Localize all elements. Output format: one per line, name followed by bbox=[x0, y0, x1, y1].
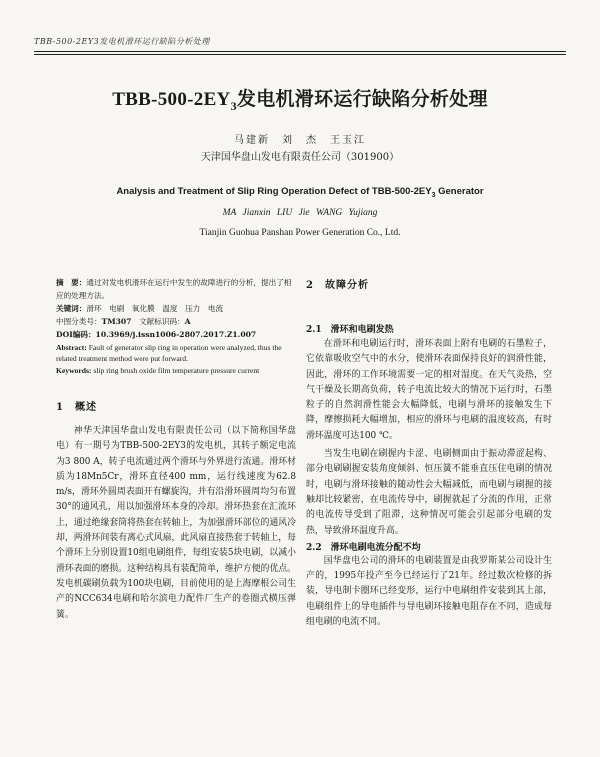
doi-value: 10.3969/j.issn1006-2807.2017.Z1.007 bbox=[95, 330, 257, 339]
abstract-en-label: Abstract: bbox=[56, 343, 87, 352]
title-chinese bbox=[0, 84, 600, 114]
keywords-en-text: slip ring brush oxide film temperature pressure current bbox=[91, 366, 260, 375]
section-1-heading: 1 概述 bbox=[56, 402, 97, 413]
title-cn-rest: 发电机滑环运行缺陷分析处理 bbox=[236, 89, 488, 110]
title-cn-main: TBB-500-2EY bbox=[112, 89, 231, 110]
abstract-text: 通过对发电机滑环在运行中发生的故障进行的分析，提出了相应的处理方法。 bbox=[56, 278, 292, 300]
right-column bbox=[306, 276, 552, 630]
subsection-2-2-heading: 2.2 滑环电刷电流分配不均 bbox=[306, 542, 421, 553]
running-head: TBB-500-2EY3发电机滑环运行缺陷分析处理 bbox=[34, 37, 210, 46]
doccode-value: A bbox=[184, 317, 191, 326]
authors-chinese: 马建新 刘 杰 王玉江 bbox=[234, 135, 366, 146]
title-cn-subscript: 3 bbox=[230, 98, 237, 113]
left-column bbox=[56, 276, 296, 623]
abstract-cn bbox=[56, 276, 296, 302]
keywords-en-label: Keywords: bbox=[56, 366, 92, 375]
doccode-label: 文献标识码： bbox=[139, 317, 185, 326]
classification-line bbox=[56, 315, 296, 328]
title-english bbox=[0, 186, 600, 199]
clc-label: 中图分类号： bbox=[56, 317, 102, 326]
section-1-paragraph: 神华天津国华盘山发电有限责任公司（以下简称国华盘电）有一期号为TBB-500-2EY3的发电机，其转子额定电流为3 800 A，转子电流通过两个滑环与外界进行流通。滑环材质为18Mn5Cr，滑环直径400 mm，运行线速度为62.8 m/s，滑环外圆周表面开有螺旋沟，并有沿滑环圆周均匀布置30°的通风孔，用以加强滑环本身的冷却。滑环热套在汇流环上，通过绝缘套筒将热套在转轴上，为加强滑环部位的通风冷却，两滑环间装有离心式风扇，此风扇直接热套于转轴上，每个滑环上分别设置10组电刷组件，每组安装5块电刷，以减小滑环表面的磨损。这种结构具有装配简单，维护方便的优点。发电机碳刷负载为100块电刷，目前使用的是上海摩根公司生产的NCC634电刷和哈尔滨电力配件厂生产的卷圈式横压弹簧。 bbox=[56, 426, 296, 620]
doi-line bbox=[56, 328, 296, 341]
authors-english: MA Jianxin LIU Jie WANG Yujiang bbox=[222, 208, 378, 218]
subsection-2-1-paragraph-1: 在滑环和电刷运行时，滑环表面上附有电刷的石墨粒子，它依靠吸收空气中的水分，使滑环表面保持良好的润滑性能，因此，滑环的工作环境需要一定的相对湿度。在天气炎热，空气干燥及长期高负荷，转子电流比较大的情况下运行时，石墨粒子的自然润滑性能会大幅降低，电刷与滑环的接触发生下降，摩擦损耗大幅增加，相应的滑环与电刷的温度较高，有时滑环温度可达100 ℃。 bbox=[306, 339, 552, 441]
doi-label: DOI编码： bbox=[56, 330, 96, 339]
affiliation-chinese: 天津国华盘山发电有限责任公司（301900） bbox=[200, 152, 400, 163]
abstract-label: 摘 要： bbox=[56, 278, 87, 287]
keywords-label: 关键词： bbox=[56, 304, 87, 313]
title-en-subscript: 3 bbox=[431, 191, 436, 199]
header-rule-thick bbox=[34, 51, 566, 52]
affiliation-english: Tianjin Guohua Panshan Power Generation Co., Ltd. bbox=[199, 228, 401, 238]
title-en-main: Analysis and Treatment of Slip Ring Operation Defect of TBB-500-2EY bbox=[116, 186, 432, 197]
keywords-text: 滑环 电刷 氧化膜 温度 压力 电流 bbox=[86, 304, 224, 313]
section-2-heading: 2 故障分析 bbox=[306, 280, 369, 291]
abstract-en-text: Fault of generator slip ring in operation were analyzed, thus the related treatment method were put forward. bbox=[56, 343, 282, 363]
subsection-2-2-paragraph: 国华盘电公司的滑环的电刷装置是由我罗斯某公司设计生产的，1995年投产至今已经运行了21年。经过数次检修的拆装，导电制卡圈环已经变形，运行中电刷组件安装到其上部，电刷组件上的导电插件与导电刷环接触电阻存在不同，造成每组电刷的电流不同。 bbox=[306, 555, 552, 628]
keywords-cn bbox=[56, 302, 296, 315]
title-en-rest: Generator bbox=[435, 186, 484, 197]
clc-value: TM307 bbox=[101, 317, 132, 326]
subsection-2-1-paragraph-2: 当发生电刷在刷握内卡涩、电刷侧面由于振动滞涩起构、部分电刷刷握安装角度倾斜、恒压簧不能垂直压住电刷的情况时，电刷与滑环接触的随动性会大幅减低，而电刷与刷握的接触却比较紧密，在电流传导中，刷握就起了分流的作用，正常的电流传导受到了阻滞，这种情况可能会引起部分电刷的发热，导致滑环温度升高。 bbox=[306, 449, 552, 536]
subsection-2-1-heading: 2.1 滑环和电刷发热 bbox=[306, 325, 394, 335]
abstract-en bbox=[56, 342, 296, 364]
header-rule-thin bbox=[34, 54, 566, 55]
keywords-en bbox=[56, 365, 296, 376]
